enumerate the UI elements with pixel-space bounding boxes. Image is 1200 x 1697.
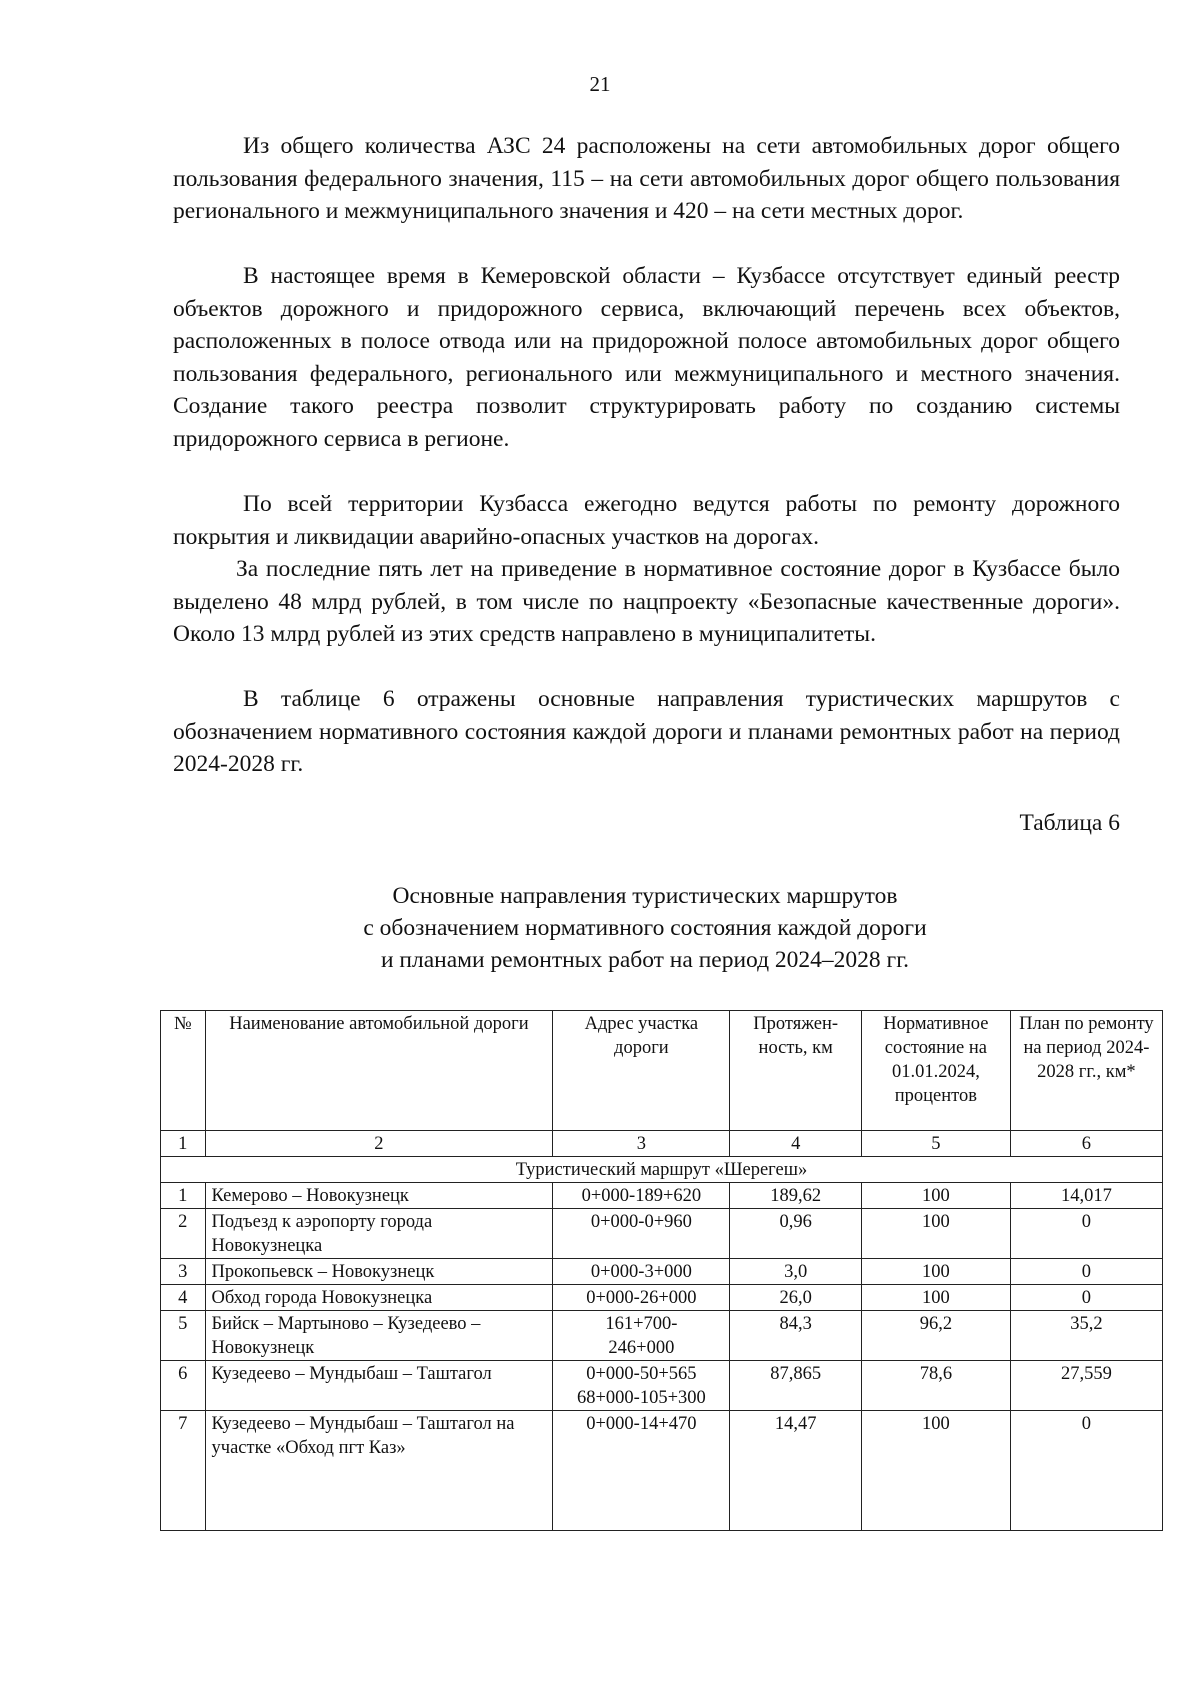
table-row	[161, 1259, 1163, 1285]
road-name: Бийск – Мартыново – Кузедеево – Новокузнецк	[205, 1311, 553, 1361]
paragraph-5: В таблице 6 отражены основные направления туристических маршрутов с обозначением нормативного состояния каждой дороги и планами ремонтных работ на период 2024-2028 гг.	[173, 686, 1120, 777]
table-header-row	[161, 1011, 1163, 1131]
repair-plan: 0	[1010, 1259, 1162, 1285]
header-length: Протяжен-ность, км	[730, 1011, 861, 1131]
column-number: 4	[730, 1131, 861, 1157]
table-row	[161, 1361, 1163, 1411]
road-name: Обход города Новокузнецка	[205, 1285, 553, 1311]
row-number: 5	[161, 1311, 206, 1361]
header-address: Адрес участка дороги	[553, 1011, 730, 1131]
road-length: 0,96	[730, 1209, 861, 1259]
normative-state: 100	[861, 1285, 1010, 1311]
table-title-line-3: и планами ремонтных работ на период 2024–2028 гг.	[380, 947, 910, 973]
road-length: 87,865	[730, 1361, 861, 1411]
header-repair-plan: План по ремонту на период 2024-2028 гг., км*	[1010, 1011, 1162, 1131]
row-number: 1	[161, 1183, 206, 1209]
header-number: №	[161, 1011, 206, 1131]
row-number: 6	[161, 1361, 206, 1411]
paragraph-1: Из общего количества АЗС 24 расположены на сети автомобильных дорог общего пользования федерального значения, 115 – на сети автомобильных дорог общего пользования регионального и межмуниципального значения и 420 – на сети местных дорог.	[173, 133, 1120, 224]
section-title: Туристический маршрут «Шерегеш»	[161, 1157, 1163, 1183]
normative-state: 100	[861, 1209, 1010, 1259]
row-number: 3	[161, 1259, 206, 1285]
road-name: Прокопьевск – Новокузнецк	[205, 1259, 553, 1285]
normative-state: 100	[861, 1183, 1010, 1209]
repair-plan: 35,2	[1010, 1311, 1162, 1361]
repair-plan: 0	[1010, 1285, 1162, 1311]
road-address: 0+000-3+000	[553, 1259, 730, 1285]
normative-state: 100	[861, 1259, 1010, 1285]
column-number: 3	[553, 1131, 730, 1157]
road-length: 84,3	[730, 1311, 861, 1361]
road-length: 14,47	[730, 1411, 861, 1531]
road-name: Кемерово – Новокузнецк	[205, 1183, 553, 1209]
normative-state: 78,6	[861, 1361, 1010, 1411]
row-number: 7	[161, 1411, 206, 1531]
column-number-row	[161, 1131, 1163, 1157]
road-address: 0+000-0+960	[553, 1209, 730, 1259]
road-length: 26,0	[730, 1285, 861, 1311]
road-name: Подъезд к аэропорту города Новокузнецка	[205, 1209, 553, 1259]
repair-plan: 0	[1010, 1411, 1162, 1531]
road-name: Кузедеево – Мундыбаш – Таштагол	[205, 1361, 553, 1411]
routes-table	[160, 1010, 1163, 1531]
row-number: 4	[161, 1285, 206, 1311]
paragraph-3: По всей территории Кузбасса ежегодно ведутся работы по ремонту дорожного покрытия и ликвидации аварийно-опасных участков на дорогах.	[173, 491, 1120, 550]
road-address: 0+000-50+565 68+000-105+300	[553, 1361, 730, 1411]
road-address: 0+000-26+000	[553, 1285, 730, 1311]
header-normative-state: Нормативное состояние на 01.01.2024, процентов	[861, 1011, 1010, 1131]
header-road-name: Наименование автомобильной дороги	[205, 1011, 553, 1131]
repair-plan: 14,017	[1010, 1183, 1162, 1209]
normative-state: 100	[861, 1411, 1010, 1531]
table-row	[161, 1411, 1163, 1531]
road-length: 189,62	[730, 1183, 861, 1209]
table-row	[161, 1209, 1163, 1259]
table-title-line-2: с обозначением нормативного состояния каждой дороги	[363, 915, 927, 941]
road-length: 3,0	[730, 1259, 861, 1285]
table-title	[0, 880, 1200, 976]
road-name: Кузедеево – Мундыбаш – Таштагол на участке «Обход пгт Каз»	[205, 1411, 553, 1531]
table-row	[161, 1183, 1163, 1209]
column-number: 6	[1010, 1131, 1162, 1157]
row-number: 2	[161, 1209, 206, 1259]
repair-plan: 0	[1010, 1209, 1162, 1259]
column-number: 5	[861, 1131, 1010, 1157]
paragraph-2: В настоящее время в Кемеровской области – Кузбассе отсутствует единый реестр объектов дорожного и придорожного сервиса, включающий перечень всех объектов, расположенных в полосе отвода или на придорожной полосе автомобильных дорог общего пользования федерального, регионального или межмуниципального и местного значения. Создание такого реестра позволит структурировать работу по созданию системы придорожного сервиса в регионе.	[173, 263, 1120, 452]
road-address: 0+000-189+620	[553, 1183, 730, 1209]
normative-state: 96,2	[861, 1311, 1010, 1361]
repair-plan: 27,559	[1010, 1361, 1162, 1411]
road-address: 0+000-14+470	[553, 1411, 730, 1531]
table-row	[161, 1285, 1163, 1311]
table-title-line-1: Основные направления туристических маршрутов	[392, 883, 898, 909]
section-row	[161, 1157, 1163, 1183]
column-number: 2	[205, 1131, 553, 1157]
road-address: 161+700-246+000	[553, 1311, 730, 1361]
column-number: 1	[161, 1131, 206, 1157]
table-label: Таблица 6	[1019, 810, 1120, 836]
paragraph-4: За последние пять лет на приведение в нормативное состояние дорог в Кузбассе было выделено 48 млрд рублей, в том числе по нацпроекту «Безопасные качественные дороги». Около 13 млрд рублей из этих средств направлено в муниципалитеты.	[173, 556, 1120, 647]
table-row	[161, 1311, 1163, 1361]
page-number: 21	[589, 72, 611, 96]
